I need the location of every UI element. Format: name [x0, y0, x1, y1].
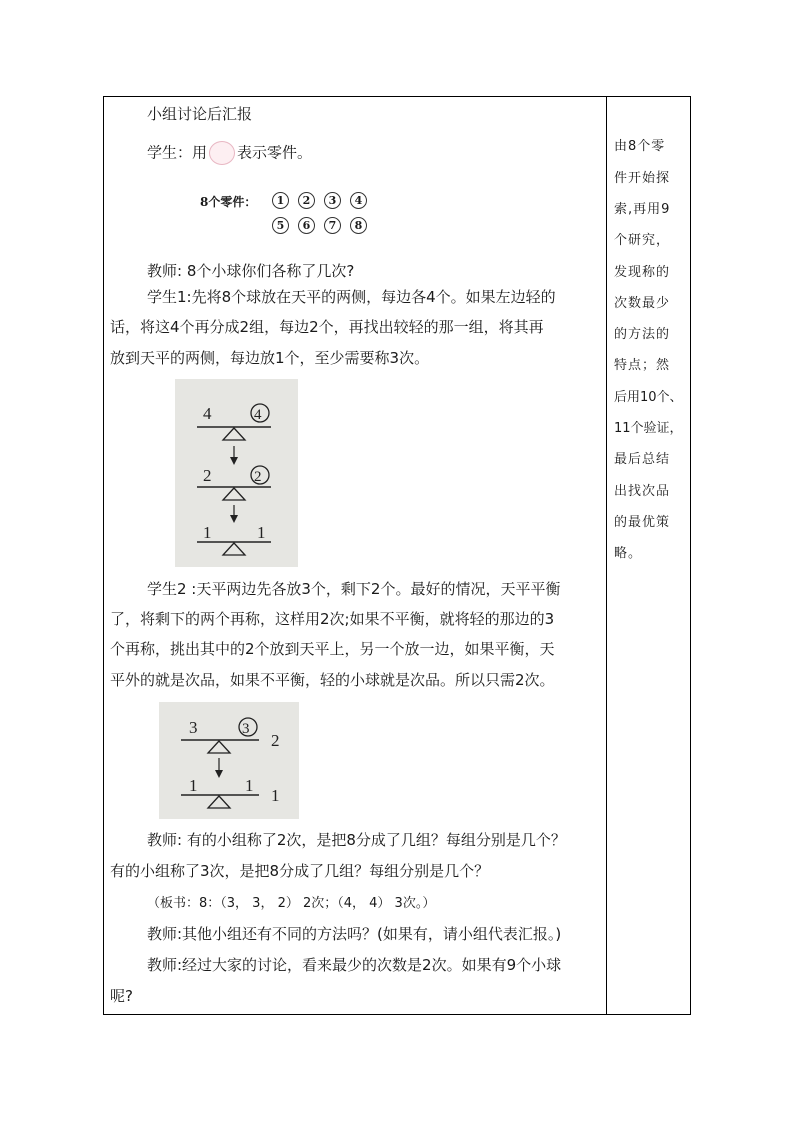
balance-figure-1 — [175, 379, 298, 567]
main-column — [104, 97, 606, 1014]
heading: 小组讨论后汇报 — [147, 105, 253, 123]
part-circle: 2 — [298, 192, 315, 209]
column-divider — [606, 97, 607, 1014]
teacher-question-4: 呢? — [110, 987, 133, 1005]
student2-text: 个再称，挑出其中的2个放到天平上，另一个放一边，如果平衡，天 — [110, 640, 555, 658]
part-circle: 3 — [324, 192, 341, 209]
fig2-row1-right: 3 — [242, 721, 250, 737]
balance-figure-2 — [159, 702, 299, 819]
note-line: 略。 — [614, 546, 643, 561]
fig1-row2-left: 2 — [203, 466, 212, 485]
fig1-row3-right: 1 — [257, 523, 266, 542]
part-circle: 4 — [350, 192, 367, 209]
note-line: 最后总结 — [614, 452, 671, 467]
fig1-row2-right: 2 — [254, 469, 262, 485]
student1-text: 放到天平的两侧，每边放1个，至少需要称3次。 — [110, 349, 430, 367]
parts-label: 8个零件： — [200, 195, 257, 209]
note-line: 发现称的 — [614, 265, 671, 280]
fig1-row1-left: 4 — [203, 404, 212, 423]
lesson-table — [103, 96, 691, 1015]
note-line: 特点；然 — [614, 358, 671, 373]
part-circle: 6 — [298, 217, 315, 234]
student1-text: 学生1:先将8个球放在天平的两侧，每边各4个。如果左边轻的 — [147, 288, 556, 306]
note-line: 出找次品 — [614, 484, 671, 499]
note-line: 个研究， — [614, 233, 671, 248]
part-circle: 8 — [350, 217, 367, 234]
teacher-question-4: 教师:经过大家的讨论，看来最少的次数是2次。如果有9个小球 — [147, 956, 562, 974]
student-intro — [147, 141, 312, 165]
fig2-row2-right: 1 — [245, 776, 254, 795]
student-intro-prefix: 学生：用 — [147, 143, 208, 162]
teacher-question-3: 教师:其他小组还有不同的方法吗？(如果有，请小组代表汇报。) — [147, 925, 562, 943]
student2-text: 平外的就是次品，如果不平衡，轻的小球就是次品。所以只需2次。 — [110, 671, 555, 689]
part-circle: 1 — [272, 192, 289, 209]
note-line: 的最优策 — [614, 515, 671, 530]
note-line: 索,再用9 — [614, 202, 671, 217]
student-intro-suffix: 表示零件。 — [237, 143, 313, 162]
fig2-row2-left: 1 — [189, 776, 198, 795]
student1-text: 话，将这4个再分成2组，每边2个，再找出较轻的那一组，将其再 — [110, 318, 544, 336]
fig2-row1-side: 2 — [271, 731, 280, 750]
note-line: 次数最少 — [614, 296, 671, 311]
board-note: （板书：8：（3， 3， 2） 2次；（4， 4） 3次。） — [147, 896, 436, 911]
circle-part-icon — [209, 141, 235, 165]
fig2-row1-left: 3 — [189, 718, 198, 737]
fig1-row1-right: 4 — [254, 407, 262, 423]
teacher-question-1: 教师: 8个小球你们各称了几次? — [147, 262, 355, 280]
fig2-row2-side: 1 — [271, 786, 280, 805]
teacher-question-2: 教师: 有的小组称了2次，是把8分成了几组？每组分别是几个？ — [147, 831, 566, 849]
part-circle: 5 — [272, 217, 289, 234]
note-line: 11个验证， — [614, 421, 683, 436]
note-line: 后用10个、 — [614, 390, 683, 405]
fig1-row3-left: 1 — [203, 523, 212, 542]
note-line: 由8个零 — [614, 139, 666, 154]
student2-text: 学生2 :天平两边先各放3个，剩下2个。最好的情况，天平平衡 — [147, 580, 561, 598]
teacher-question-2: 有的小组称了3次，是把8分成了几组？每组分别是几个？ — [110, 862, 490, 880]
part-circle: 7 — [324, 217, 341, 234]
note-line: 的方法的 — [614, 327, 671, 342]
student2-text: 了，将剩下的两个再称，这样用2次;如果不平衡，就将轻的那边的3 — [110, 610, 555, 628]
note-line: 件开始探 — [614, 171, 671, 186]
